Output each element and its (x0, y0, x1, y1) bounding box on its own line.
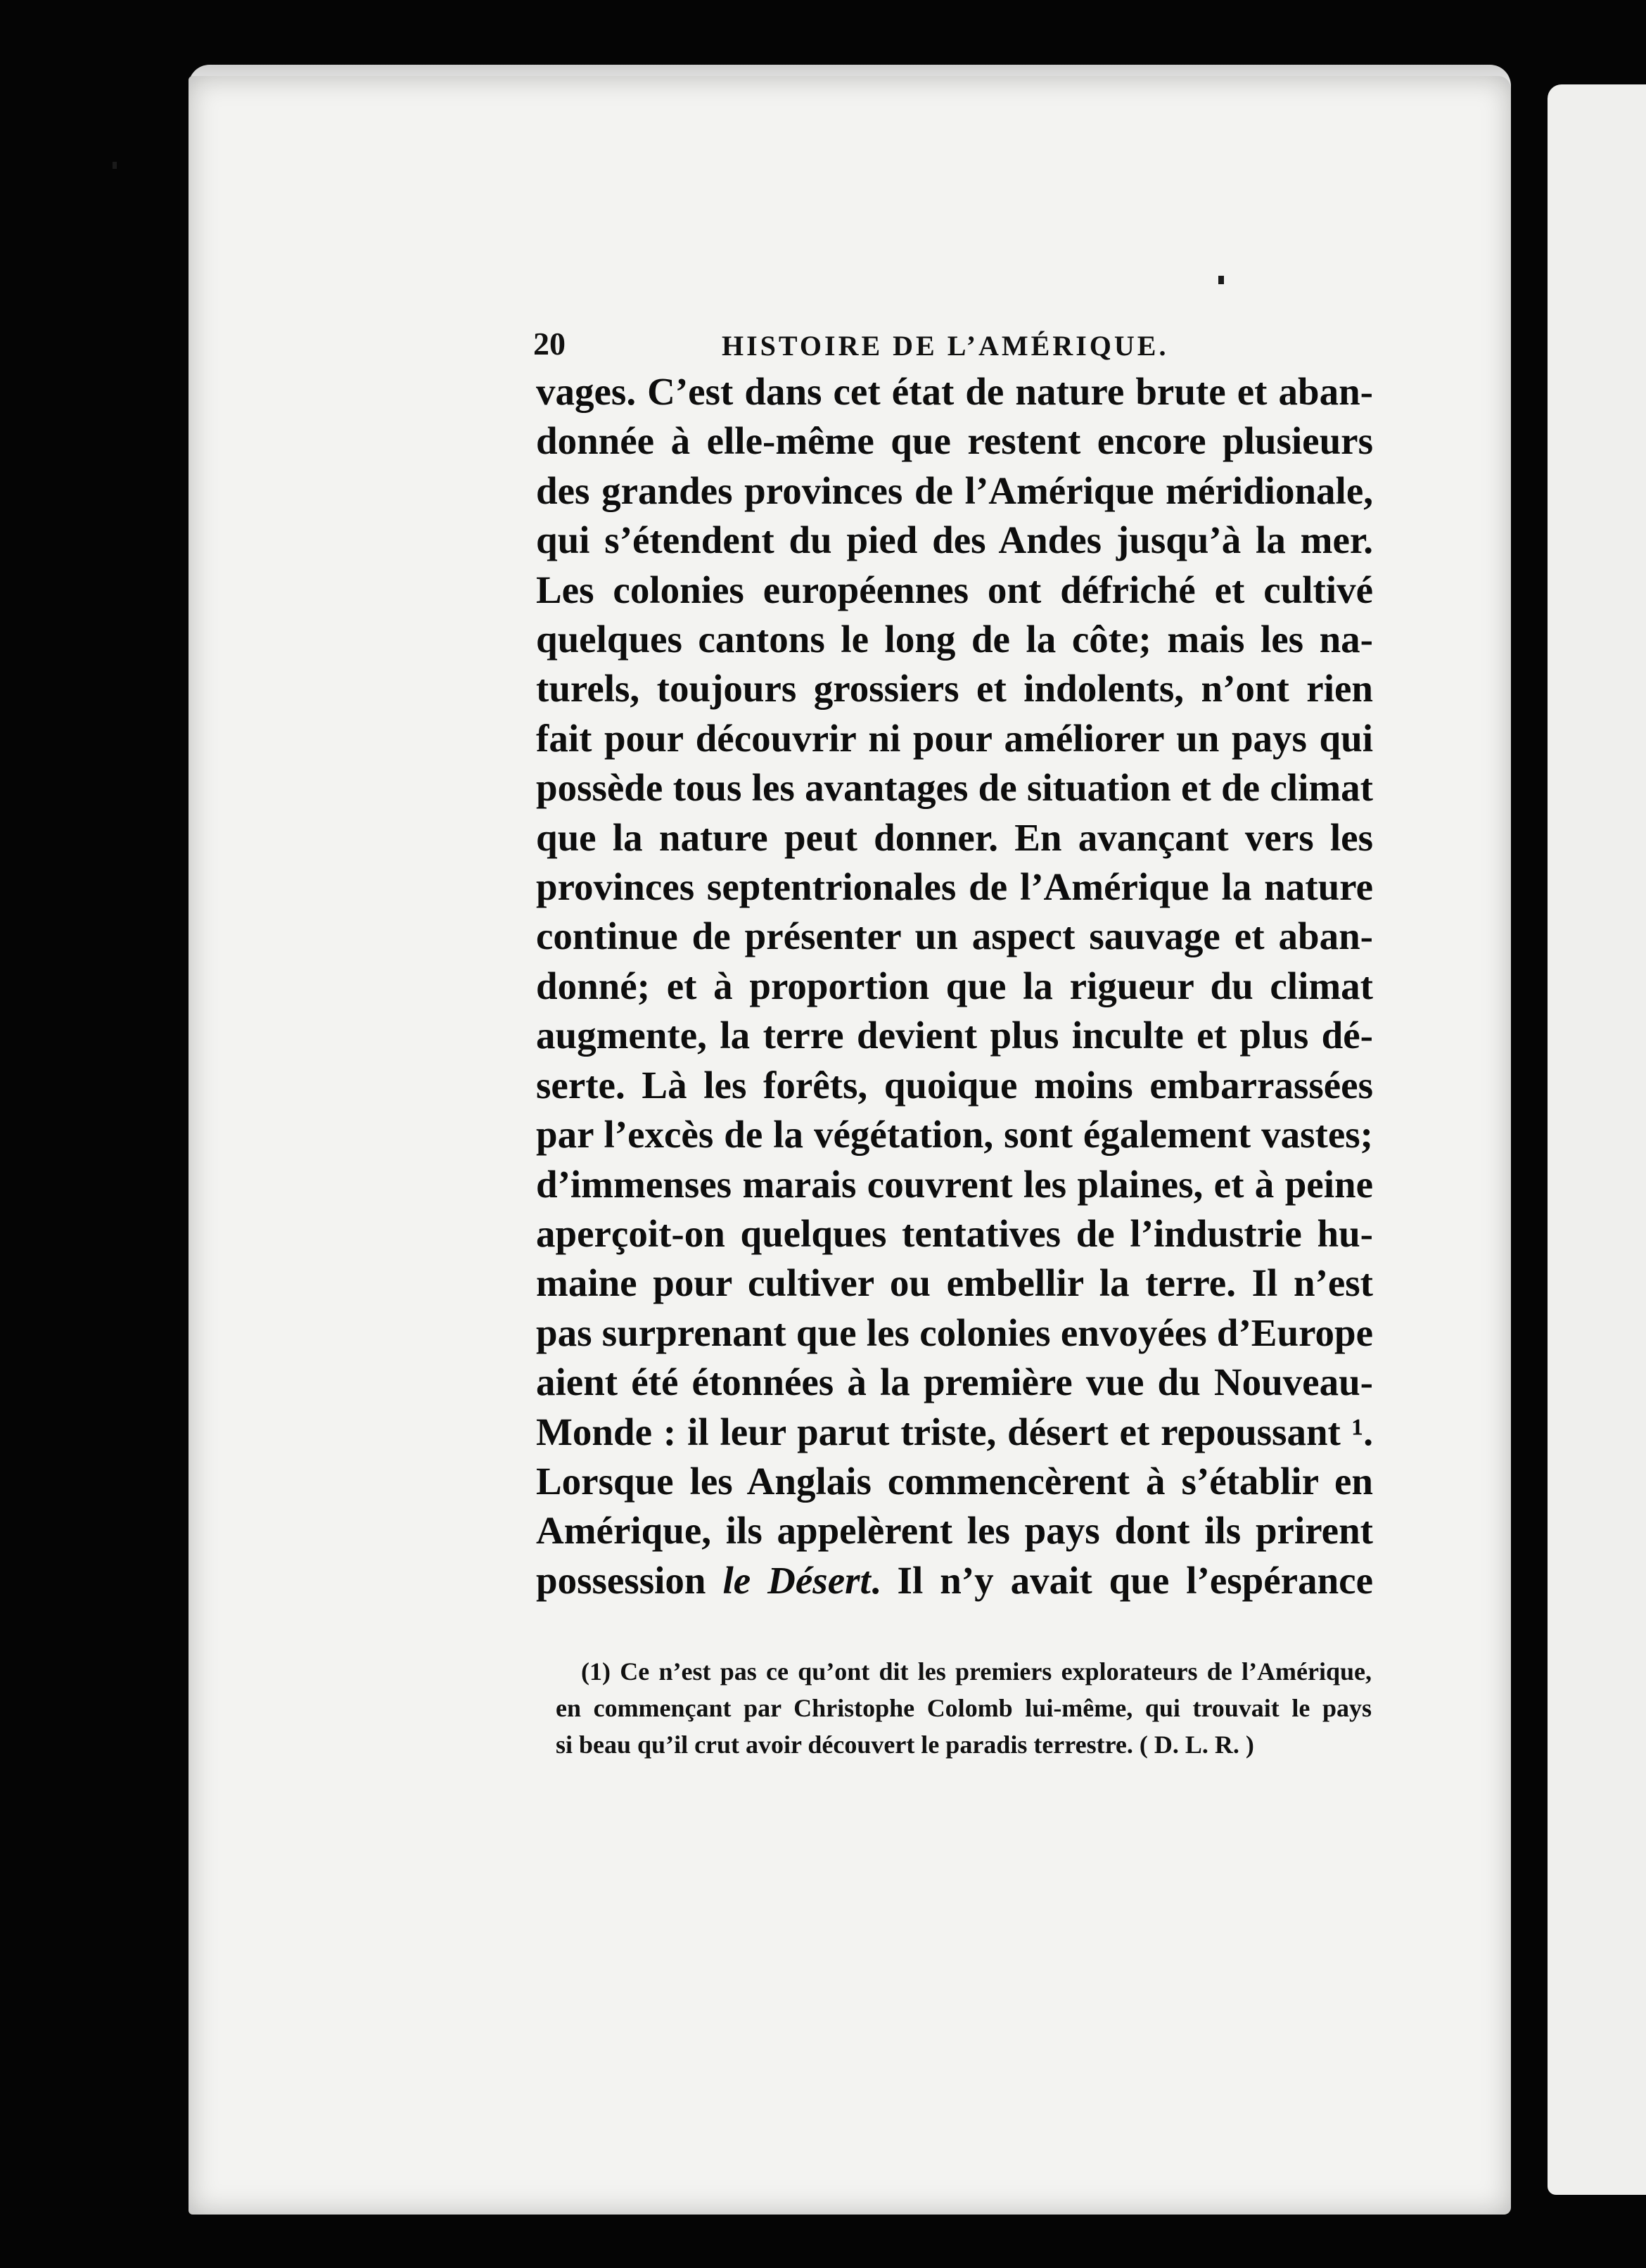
text-line: d’immenses marais couvrent les plaines, et à peine (536, 1162, 1373, 1206)
text-line: provinces septentrionales de l’Amérique la nature (536, 865, 1373, 909)
footnote-line: en commençant par Christophe Colomb lui-même, qui trouvait le pays (556, 1694, 1372, 1722)
adjacent-page-edge (1548, 84, 1646, 2195)
text-line: quelques cantons le long de la côte; mais les na- (536, 618, 1373, 661)
footnote (556, 1653, 1372, 1763)
text-line: possède tous les avantages de situation et de climat (536, 766, 1373, 810)
text-line: Monde : il leur parut triste, désert et repoussant ¹. (536, 1410, 1373, 1453)
text-line: augmente, la terre devient plus inculte et plus dé- (536, 1014, 1373, 1057)
text-line: vages. C’est dans cet état de nature brute et aban- (536, 370, 1373, 413)
page-number: 20 (533, 326, 566, 362)
text-line: fait pour découvrir ni pour améliorer un pays qui (536, 716, 1373, 760)
text-line: Amérique, ils appelèrent les pays dont ils prirent (536, 1509, 1373, 1553)
text-line: Lorsque les Anglais commencèrent à s’établir en (536, 1459, 1373, 1503)
text-line: aperçoit-on quelques tentatives de l’industrie hu- (536, 1211, 1373, 1255)
text-line: des grandes provinces de l’Amérique méridionale, (536, 469, 1373, 512)
footnote-line: si beau qu’il crut avoir découvert le paradis terrestre. ( D. L. R. ) (556, 1731, 1254, 1759)
text-line: maine pour cultiver ou embellir la terre. Il n’est (536, 1261, 1373, 1305)
text-line: donnée à elle-même que restent encore plusieurs (536, 419, 1373, 463)
text-line: que la nature peut donner. En avançant vers les (536, 815, 1373, 859)
text-line: pas surprenant que les colonies envoyées d’Europe (536, 1311, 1373, 1354)
text-line: turels, toujours grossiers et indolents, n’ont rien (536, 667, 1373, 711)
text-line: aient été étonnées à la première vue du Nouveau- (536, 1361, 1373, 1404)
text-line: Les colonies européennes ont défriché et cultivé (536, 568, 1373, 611)
footnote-line: (1) Ce n’est pas ce qu’ont dit les premiers explorateurs de l’Amérique, (581, 1657, 1372, 1686)
text-line-last (536, 1556, 1373, 1605)
scan-speck (1218, 276, 1224, 284)
body-text (536, 367, 1373, 1605)
running-title: HISTOIRE DE L’AMÉRIQUE. (722, 330, 1169, 362)
scan-speck (113, 162, 117, 169)
text-fragment: . Il n’y avait que l’espérance (870, 1558, 1373, 1602)
text-line: donné; et à proportion que la rigueur du climat (536, 964, 1373, 1007)
text-fragment: possession (536, 1558, 723, 1602)
text-line: par l’excès de la végétation, sont également vastes; (536, 1113, 1373, 1157)
text-line: continue de présenter un aspect sauvage et aban- (536, 915, 1373, 958)
italic-title: le Désert (722, 1558, 871, 1602)
text-line: qui s’étendent du pied des Andes jusqu’à la mer. (536, 518, 1373, 562)
running-head (533, 325, 1370, 367)
text-line: serte. Là les forêts, quoique moins embarrassées (536, 1063, 1373, 1107)
